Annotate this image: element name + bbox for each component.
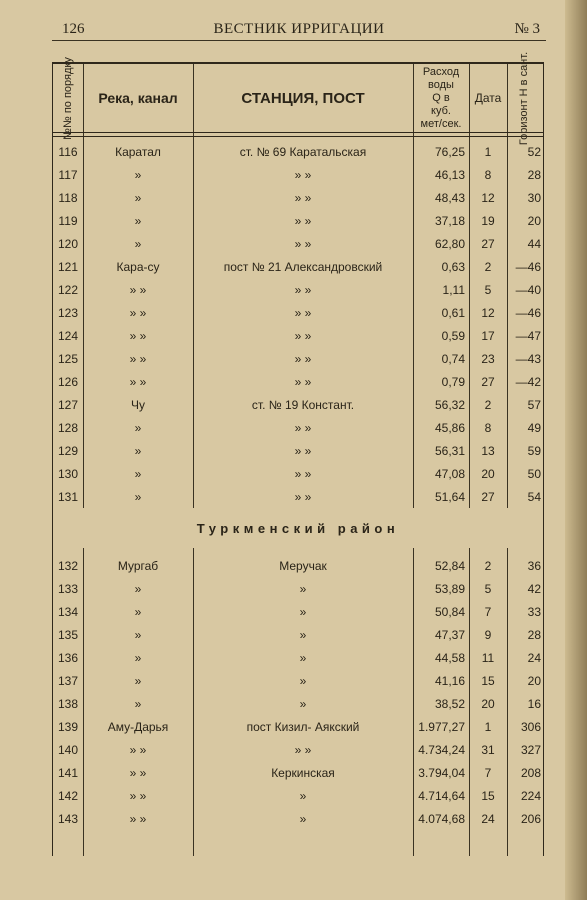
cell-flow: 3.794,04 xyxy=(418,766,465,780)
cell-date: 2 xyxy=(484,398,492,412)
cell-river: » xyxy=(134,444,142,458)
cell-date: 20 xyxy=(481,697,495,711)
cell-level: 36 xyxy=(527,559,541,573)
table-row xyxy=(53,324,543,347)
cell-level: 33 xyxy=(527,605,541,619)
table-row xyxy=(53,209,543,232)
table-row xyxy=(53,416,543,439)
cell-level: 24 xyxy=(527,651,541,665)
cell-date: 27 xyxy=(481,237,495,251)
cell-flow: 46,13 xyxy=(434,168,465,182)
page-number: 126 xyxy=(62,21,85,37)
cell-station: » xyxy=(299,605,307,619)
table-row xyxy=(53,278,543,301)
cell-level: 224 xyxy=(520,789,541,803)
cell-no: 135 xyxy=(57,628,79,642)
cell-no: 127 xyxy=(57,398,79,412)
cell-river: Мургаб xyxy=(117,559,159,573)
cell-no: 132 xyxy=(57,559,79,573)
cell-date: 7 xyxy=(484,766,492,780)
cell-level: 206 xyxy=(520,812,541,826)
cell-level: 327 xyxy=(520,743,541,757)
table-row xyxy=(53,738,543,761)
cell-station: » xyxy=(299,812,307,826)
cell-station: » » xyxy=(294,352,312,366)
table-row xyxy=(53,462,543,485)
cell-date: 11 xyxy=(481,651,495,665)
cell-date: 1 xyxy=(484,145,492,159)
cell-level: 49 xyxy=(527,421,541,435)
cell-station: Меручак xyxy=(279,559,327,573)
cell-flow: 0,63 xyxy=(441,260,465,274)
cell-date: 24 xyxy=(481,812,495,826)
cell-date: 12 xyxy=(481,191,495,205)
cell-no: 129 xyxy=(57,444,79,458)
table-row xyxy=(53,554,543,577)
cell-flow: 1,11 xyxy=(442,283,465,297)
cell-no: 117 xyxy=(58,168,78,182)
cell-station: » xyxy=(299,697,307,711)
cell-flow: 56,32 xyxy=(434,398,465,412)
table-row xyxy=(53,232,543,255)
cell-flow: 47,08 xyxy=(434,467,465,481)
cell-station: пост № 21 Александровский xyxy=(223,260,383,274)
table-row xyxy=(53,784,543,807)
cell-river: » xyxy=(134,605,142,619)
cell-station: » » xyxy=(294,283,312,297)
cell-level: 42 xyxy=(527,582,541,596)
cell-date: 8 xyxy=(484,421,492,435)
cell-station: » » xyxy=(294,237,312,251)
cell-date: 13 xyxy=(481,444,495,458)
table-row xyxy=(53,439,543,462)
table-header xyxy=(53,51,543,145)
cell-no: 128 xyxy=(57,421,79,435)
cell-no: 133 xyxy=(57,582,79,596)
cell-river: Чу xyxy=(131,398,145,412)
cell-flow: 38,52 xyxy=(434,697,465,711)
cell-date: 17 xyxy=(481,329,495,343)
cell-level: 306 xyxy=(520,720,541,734)
cell-date: 19 xyxy=(481,214,495,228)
cell-flow: 76,25 xyxy=(434,145,465,159)
cell-no: 119 xyxy=(58,214,78,228)
cell-no: 116 xyxy=(58,145,78,159)
table-row xyxy=(53,646,543,669)
cell-no: 136 xyxy=(57,651,79,665)
cell-date: 9 xyxy=(484,628,492,642)
journal-title: ВЕСТНИК ИРРИГАЦИИ xyxy=(213,21,385,37)
cell-no: 140 xyxy=(57,743,79,757)
table-row xyxy=(53,692,543,715)
cell-station: » xyxy=(299,789,307,803)
cell-station: » » xyxy=(294,168,312,182)
cell-no: 138 xyxy=(57,697,79,711)
cell-river: » » xyxy=(129,329,147,343)
table-row xyxy=(53,393,543,416)
cell-flow: 0,74 xyxy=(441,352,465,366)
cell-river: » » xyxy=(129,812,147,826)
cell-no: 118 xyxy=(58,191,78,205)
cell-river: » » xyxy=(129,375,147,389)
cell-no: 122 xyxy=(57,283,79,297)
cell-no: 125 xyxy=(57,352,79,366)
table-row xyxy=(53,255,543,278)
table-row xyxy=(53,485,543,508)
cell-flow: 0,61 xyxy=(441,306,465,320)
cell-date: 27 xyxy=(481,375,495,389)
cell-river: » » xyxy=(129,352,147,366)
table-row xyxy=(53,761,543,784)
cell-date: 1 xyxy=(484,720,492,734)
cell-date: 27 xyxy=(481,490,495,504)
table-row xyxy=(53,370,543,393)
cell-river: » » xyxy=(129,789,147,803)
cell-flow: 1.977,27 xyxy=(418,720,465,734)
cell-flow: 62,80 xyxy=(434,237,465,251)
cell-station: » xyxy=(299,582,307,596)
cell-flow: 0,59 xyxy=(441,329,465,343)
cell-station: » xyxy=(299,651,307,665)
cell-flow: 4.074,68 xyxy=(418,812,465,826)
cell-river: » xyxy=(134,490,142,504)
cell-level: 28 xyxy=(527,628,541,642)
cell-flow: 45,86 xyxy=(434,421,465,435)
header-date: Дата xyxy=(474,91,502,105)
table-row xyxy=(53,623,543,646)
cell-flow: 4.734,24 xyxy=(418,743,465,757)
cell-level: 30 xyxy=(527,191,541,205)
header-station: СТАНЦИЯ, ПОСТ xyxy=(241,89,365,107)
cell-flow: 51,64 xyxy=(434,490,465,504)
cell-station: » » xyxy=(294,743,312,757)
cell-level: —40 xyxy=(515,283,541,297)
header-number: №№ по порядку xyxy=(61,56,74,140)
cell-no: 134 xyxy=(57,605,79,619)
cell-date: 2 xyxy=(484,260,492,274)
cell-flow: 44,58 xyxy=(434,651,465,665)
cell-station: » xyxy=(299,628,307,642)
cell-river: » xyxy=(134,674,142,688)
cell-no: 121 xyxy=(57,260,79,274)
header-flow: Расход воды Q в куб. мет/сек. xyxy=(420,65,462,130)
cell-date: 15 xyxy=(481,674,495,688)
cell-flow: 0,79 xyxy=(441,375,465,389)
header-rule xyxy=(53,132,543,133)
cell-flow: 48,43 xyxy=(434,191,465,205)
page-edge xyxy=(565,0,587,900)
cell-level: 50 xyxy=(527,467,541,481)
cell-no: 139 xyxy=(57,720,79,734)
cell-no: 141 xyxy=(57,766,79,780)
cell-no: 126 xyxy=(57,375,79,389)
cell-flow: 4.714,64 xyxy=(418,789,465,803)
cell-level: 57 xyxy=(527,398,541,412)
table-row xyxy=(53,715,543,738)
cell-date: 23 xyxy=(481,352,495,366)
cell-no: 124 xyxy=(57,329,79,343)
cell-flow: 53,89 xyxy=(434,582,465,596)
cell-no: 143 xyxy=(57,812,79,826)
section-title: Туркменский район xyxy=(53,508,543,548)
cell-no: 131 xyxy=(57,490,79,504)
cell-flow: 47,37 xyxy=(434,628,465,642)
cell-date: 5 xyxy=(484,582,492,596)
cell-station: » » xyxy=(294,329,312,343)
cell-river: » » xyxy=(129,743,147,757)
cell-station: » » xyxy=(294,444,312,458)
data-table xyxy=(52,51,544,856)
cell-station: » xyxy=(299,674,307,688)
cell-station: пост Кизил- Аякский xyxy=(246,720,360,734)
cell-date: 12 xyxy=(481,306,495,320)
cell-no: 120 xyxy=(57,237,79,251)
table-row xyxy=(53,301,543,324)
cell-level: —47 xyxy=(515,329,541,343)
cell-date: 15 xyxy=(481,789,495,803)
cell-flow: 52,84 xyxy=(434,559,465,573)
cell-river: » xyxy=(134,191,142,205)
table-row xyxy=(53,807,543,830)
cell-flow: 41,16 xyxy=(434,674,465,688)
cell-river: » xyxy=(134,651,142,665)
cell-level: —46 xyxy=(515,260,541,274)
cell-level: 20 xyxy=(527,214,541,228)
cell-flow: 56,31 xyxy=(434,444,465,458)
cell-river: » xyxy=(134,697,142,711)
cell-level: 208 xyxy=(520,766,541,780)
cell-river: » xyxy=(134,237,142,251)
cell-river: » xyxy=(134,582,142,596)
header-river: Река, канал xyxy=(98,90,178,106)
cell-river: Аму-Дарья xyxy=(107,720,169,734)
table-row xyxy=(53,669,543,692)
cell-level: 54 xyxy=(527,490,541,504)
cell-level: 28 xyxy=(527,168,541,182)
table-row xyxy=(53,347,543,370)
cell-no: 142 xyxy=(57,789,79,803)
cell-station: » » xyxy=(294,306,312,320)
cell-river: » xyxy=(134,168,142,182)
cell-station: ст. № 69 Каратальская xyxy=(239,145,367,159)
cell-date: 7 xyxy=(484,605,492,619)
cell-flow: 37,18 xyxy=(434,214,465,228)
cell-date: 20 xyxy=(481,467,495,481)
header-level: Горизонт H в сант. xyxy=(518,51,531,145)
cell-river: Кара-су xyxy=(116,260,160,274)
cell-river: » xyxy=(134,421,142,435)
cell-date: 2 xyxy=(484,559,492,573)
cell-no: 130 xyxy=(57,467,79,481)
table-row xyxy=(53,577,543,600)
cell-level: 52 xyxy=(527,145,541,159)
cell-level: 20 xyxy=(527,674,541,688)
page-header xyxy=(52,18,546,41)
header-rule xyxy=(53,136,543,137)
cell-station: » » xyxy=(294,214,312,228)
cell-river: » xyxy=(134,467,142,481)
cell-station: » » xyxy=(294,467,312,481)
cell-station: ст. № 19 Констант. xyxy=(251,398,355,412)
cell-river: » xyxy=(134,628,142,642)
cell-level: 59 xyxy=(527,444,541,458)
cell-river: Каратал xyxy=(115,145,161,159)
cell-date: 5 xyxy=(484,283,492,297)
cell-river: » xyxy=(134,214,142,228)
cell-river: » » xyxy=(129,306,147,320)
cell-flow: 50,84 xyxy=(434,605,465,619)
cell-no: 137 xyxy=(57,674,79,688)
cell-station: » » xyxy=(294,421,312,435)
cell-level: 44 xyxy=(527,237,541,251)
table-row xyxy=(53,186,543,209)
cell-no: 123 xyxy=(57,306,79,320)
cell-river: » » xyxy=(129,766,147,780)
issue-number: № 3 xyxy=(514,21,540,37)
cell-date: 8 xyxy=(484,168,492,182)
cell-station: » » xyxy=(294,375,312,389)
cell-level: —46 xyxy=(515,306,541,320)
table-row xyxy=(53,140,543,163)
table-row xyxy=(53,600,543,623)
cell-level: —43 xyxy=(515,352,541,366)
cell-level: 16 xyxy=(527,697,541,711)
cell-station: » » xyxy=(294,490,312,504)
cell-level: —42 xyxy=(515,375,541,389)
cell-river: » » xyxy=(129,283,147,297)
cell-station: » » xyxy=(294,191,312,205)
cell-station: Керкинская xyxy=(271,766,335,780)
cell-date: 31 xyxy=(481,743,495,757)
table-row xyxy=(53,163,543,186)
